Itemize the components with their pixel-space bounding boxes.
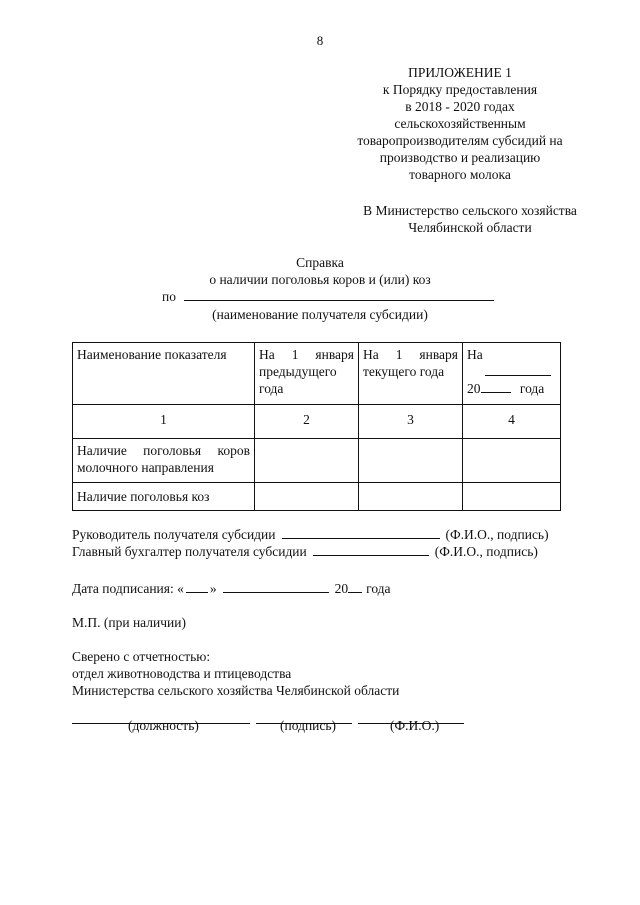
header-custom-date: На 20 года [463, 343, 561, 405]
goats-previous-year-cell[interactable] [255, 483, 359, 511]
column-number: 2 [255, 405, 359, 439]
appendix-line: к Порядку предоставления [382, 82, 538, 97]
signing-date-line: Дата подписания: « » 20 года [72, 581, 391, 596]
verification-block [72, 648, 399, 699]
date-day-field[interactable] [186, 580, 208, 593]
addressee-line-1: В Министерство сельского хозяйства [363, 203, 577, 218]
verification-line: Сверено с отчетностью: [72, 649, 211, 664]
verification-line: отдел животноводства и птицеводства [72, 666, 292, 681]
cows-custom-date-cell[interactable] [463, 439, 561, 483]
appendix-header [330, 64, 590, 183]
custom-date-field[interactable] [485, 364, 551, 376]
table-number-row [73, 405, 561, 439]
appendix-line: товаропроизводителям субсидий на [357, 133, 563, 148]
column-number: 3 [359, 405, 463, 439]
table-header-row [73, 343, 561, 405]
appendix-line: в 2018 - 2020 годах [405, 99, 515, 114]
header-previous-year: На 1 января предыдущего года [255, 343, 359, 405]
name-caption: (Ф.И.О.) [390, 718, 440, 733]
goats-custom-date-cell[interactable] [463, 483, 561, 511]
table-row [73, 439, 561, 483]
addressee-block [330, 202, 610, 236]
accountant-signature-field[interactable] [313, 543, 429, 556]
document-title [0, 254, 640, 288]
cows-current-year-cell[interactable] [359, 439, 463, 483]
column-number: 4 [463, 405, 561, 439]
appendix-line: сельскохозяйственным [394, 116, 526, 131]
title-heading: Справка [296, 255, 344, 270]
appendix-line: товарного молока [409, 167, 511, 182]
appendix-line: ПРИЛОЖЕНИЕ 1 [408, 65, 512, 80]
date-year-field[interactable] [348, 580, 362, 593]
verification-line: Министерства сельского хозяйства Челябинской области [72, 683, 400, 698]
goats-current-year-cell[interactable] [359, 483, 463, 511]
addressee-line-2: Челябинской области [408, 220, 532, 235]
header-current-year: На 1 января текущего года [359, 343, 463, 405]
head-signature-line: Руководитель получателя субсидии (Ф.И.О., подпись) [72, 527, 549, 542]
head-signature-field[interactable] [282, 526, 440, 539]
row-label-goats: Наличие поголовья коз [73, 483, 255, 511]
page-number: 8 [316, 33, 324, 48]
custom-year-field[interactable] [481, 381, 511, 393]
po-label: по [162, 289, 176, 304]
recipient-caption: (наименование получателя субсидии) [212, 307, 428, 322]
cows-previous-year-cell[interactable] [255, 439, 359, 483]
stamp-note: М.П. (при наличии) [72, 615, 186, 630]
header-indicator: Наименование показателя [73, 343, 255, 405]
recipient-name-field[interactable] [184, 288, 494, 301]
column-number: 1 [73, 405, 255, 439]
table-row [73, 483, 561, 511]
title-subheading: о наличии поголовья коров и (или) коз [209, 272, 431, 287]
row-label-cows: Наличие поголовья коров молочного направления [73, 439, 255, 483]
date-month-field[interactable] [223, 580, 329, 593]
accountant-signature-line: Главный бухгалтер получателя субсидии (Ф.И.О., подпись) [72, 544, 538, 559]
recipient-line [162, 288, 494, 305]
signature-caption: (подпись) [280, 718, 337, 733]
position-caption: (должность) [128, 718, 199, 733]
livestock-table [72, 342, 561, 511]
appendix-line: производство и реализацию [379, 150, 541, 165]
